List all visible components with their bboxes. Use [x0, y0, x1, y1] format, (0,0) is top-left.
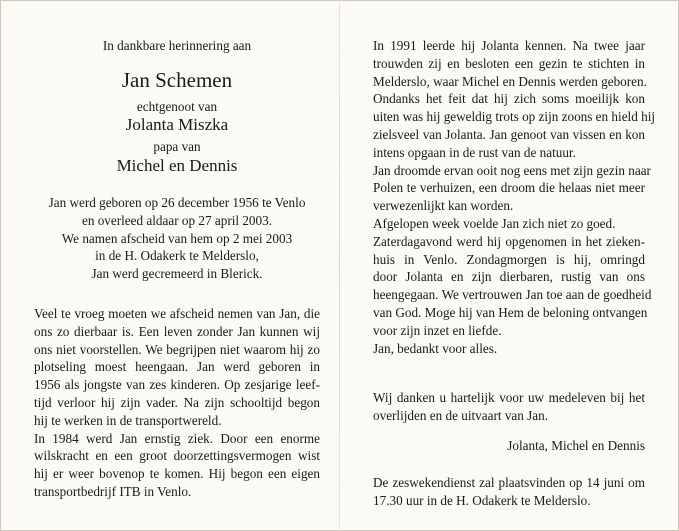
text-line: Zaterdagavond werd hij opgenomen in het zieken-	[373, 233, 645, 249]
text-line: ons niet voorstellen. We begrijpen niet waarom hij zo	[34, 341, 320, 357]
fact-line: en overleed aldaar op 27 april 2003.	[81, 212, 273, 228]
text-line: 17.30 uur in de H. Odakerk te Melderslo.	[373, 492, 591, 508]
text-line: zielsveel van Jolanta. Jan genoot van vissen en kon	[373, 126, 645, 142]
intro-line: In dankbare herinnering aan	[102, 38, 252, 53]
text-line: verwezenlijkt kan worden.	[373, 198, 514, 214]
card-fold-line	[339, 0, 340, 531]
fact-line: Jan werd geboren op 26 december 1956 te Venlo	[48, 195, 306, 210]
text-line: tijd verloor hij zijn vader. Na zijn schooltijd begon	[34, 394, 320, 410]
text-line: heengegaan. We vertrouwen Jan toe aan de goedheid	[373, 287, 652, 303]
fact-line: in de H. Odakerk te Melderslo,	[95, 248, 259, 264]
text-line: wilskracht en een groot doorzettingsvermogen wist	[34, 448, 320, 464]
text-line: trouwden zij en besloten een gezin te stichten in	[373, 55, 645, 71]
children-names: Michel en Dennis	[116, 156, 238, 175]
text-line: uiten was hij geweldig trots op zijn zoons en hield hij	[373, 109, 656, 125]
deceased-name: Jan Schemen	[121, 68, 233, 92]
text-line: Afgelopen week voelde Jan zich niet zo goed.	[373, 215, 616, 231]
text-line: plotseling moest heengaan. Jan werd geboren in	[34, 359, 320, 375]
text-line: Wij danken u hartelijk voor uw medeleven bij het	[373, 390, 645, 405]
signers: Jolanta, Michel en Dennis	[507, 438, 645, 453]
text-line: intens opgaan in de rust van de natuur.	[373, 144, 576, 160]
fact-line: We namen afscheid van hem op 2 mei 2003	[61, 230, 293, 246]
text-line: van God. Moge hij van Hem de beloning ontvangen	[373, 304, 648, 320]
life-facts	[34, 194, 320, 283]
right-page	[373, 0, 656, 531]
text-line: In 1984 werd Jan ernstig ziek. Door een enorme	[34, 430, 320, 446]
text-line: transportbedrijf ITB in Venlo.	[34, 483, 192, 499]
fact-line: Jan werd gecremeerd in Blerick.	[91, 266, 263, 282]
text-line: Melderslo, waar Michel en Dennis werden geboren.	[373, 73, 647, 89]
text-line: hij te werken in de transportwereld.	[34, 412, 222, 428]
thanks-note	[373, 389, 645, 425]
text-line: hij er weer bovenop te komen. Hij begon een eigen	[34, 466, 320, 482]
text-line: door Jolanta en zijn dierbaren, rustig van ons	[373, 269, 645, 285]
text-line: huis in Venlo. Zondagmorgen is hij, omringd	[373, 251, 645, 267]
parent-label: papa van	[153, 139, 201, 154]
text-line: Polen te verhuizen, een droom die helaas niet meer	[373, 180, 645, 196]
spouse-name: Jolanta Miszka	[125, 115, 229, 134]
text-line: Ondanks het feit dat hij zich soms moeilijk kon	[373, 91, 645, 107]
text-line: overlijden en de uitvaart van Jan.	[373, 407, 549, 423]
biography-part-1	[34, 305, 320, 501]
text-line: Jan droomde ervan ooit nog eens met zijn gezin naar	[373, 162, 651, 178]
text-line: In 1991 leerde hij Jolanta kennen. Na twee jaar	[373, 38, 645, 53]
text-line: Jan, bedankt voor alles.	[373, 340, 498, 356]
spouse-label: echtgenoot van	[136, 99, 218, 114]
biography-part-2	[373, 37, 656, 357]
text-line: voor zijn inzet en liefde.	[373, 322, 502, 338]
text-line: Veel te vroeg moeten we afscheid nemen van Jan, die	[34, 306, 320, 321]
text-line: 1956 als jongste van zes kinderen. Op zesjarige leef-	[34, 377, 320, 393]
text-line: De zeswekendienst zal plaatsvinden op 14 juni om	[373, 475, 645, 490]
left-page	[34, 0, 320, 531]
service-announcement	[373, 474, 645, 510]
text-line: ons zo dierbaar is. Een leven zonder Jan kunnen wij	[34, 323, 320, 339]
